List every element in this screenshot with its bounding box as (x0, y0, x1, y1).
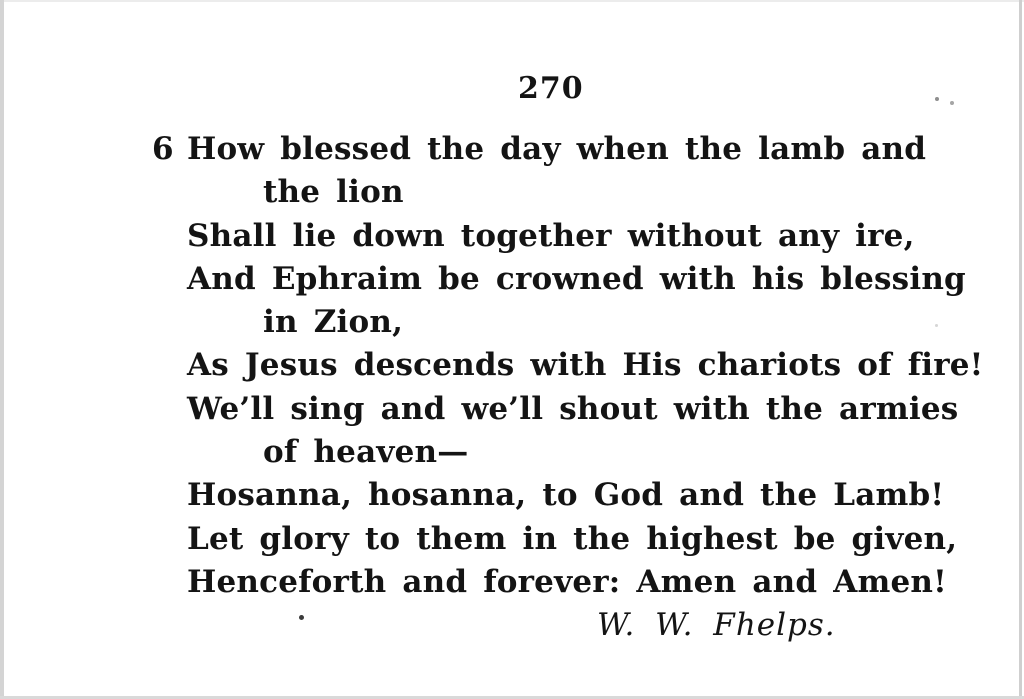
verse-line: Henceforth and forever: Amen and Amen! (187, 563, 947, 600)
verse-line: Let glory to them in the highest be given, (187, 520, 958, 557)
author-attribution: W. W. Fhelps. (597, 607, 836, 643)
verse-number: 6 (152, 131, 174, 167)
verse-line: of heaven— (263, 434, 469, 471)
scan-edge-right (1019, 0, 1022, 699)
scan-edge-top (0, 0, 1024, 2)
verse-line: As Jesus descends with His chariots of fire! (187, 347, 984, 384)
scan-speck (935, 97, 939, 101)
verse-line: And Ephraim be crowned with his blessing (187, 260, 966, 297)
scan-speck (935, 324, 938, 327)
verse-line: in Zion, (263, 304, 404, 341)
scan-speck (950, 101, 954, 105)
page-number: 270 (518, 71, 584, 106)
verse-line: We’ll sing and we’ll shout with the armies (187, 390, 959, 427)
scan-speck (299, 615, 304, 620)
verse-line: Shall lie down together without any ire, (187, 217, 915, 254)
scan-edge-left (0, 0, 4, 699)
verse-line: Hosanna, hosanna, to God and the Lamb! (187, 477, 945, 514)
hymn-verse (187, 128, 987, 604)
verse-line: How blessed the day when the lamb and (187, 131, 927, 167)
verse-line: the lion (263, 174, 404, 211)
